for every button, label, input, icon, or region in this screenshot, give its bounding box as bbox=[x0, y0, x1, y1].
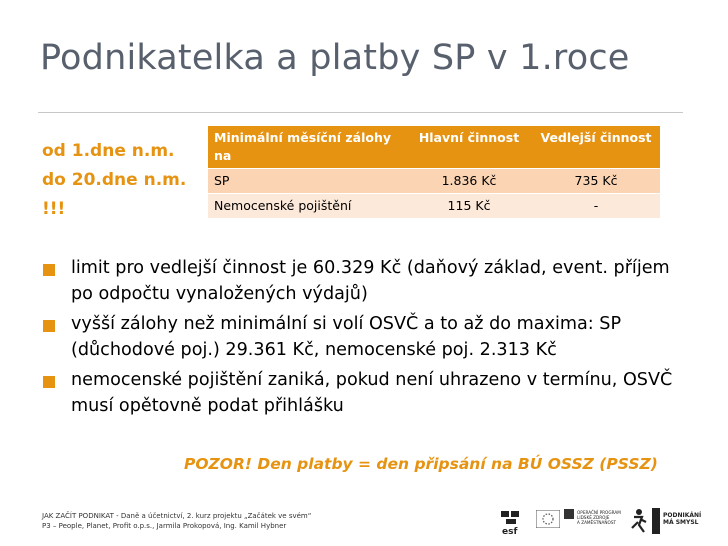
svg-text:LIDSKÉ ZDROJE: LIDSKÉ ZDROJE bbox=[577, 515, 610, 520]
note-line: do 20.dne n.m. bbox=[42, 170, 187, 190]
minimum-advances-table bbox=[208, 126, 660, 218]
table-row bbox=[208, 194, 660, 219]
bullet-text: limit pro vedlejší činnost je 60.329 Kč (daňový základ, event. příjem po odpočtu vynaložených výdajů) bbox=[71, 258, 670, 304]
table-header-row bbox=[208, 126, 660, 169]
svg-text:OPERAČNÍ PROGRAM: OPERAČNÍ PROGRAM bbox=[577, 510, 621, 515]
svg-text:PODNIKÁNÍ: PODNIKÁNÍ bbox=[663, 512, 702, 519]
list-item bbox=[42, 255, 682, 307]
note-line: od 1.dne n.m. bbox=[42, 141, 175, 161]
footer-credits bbox=[42, 511, 311, 531]
column-header: Hlavní činnost bbox=[406, 126, 532, 169]
esf-logo-text: esf bbox=[502, 527, 518, 536]
table-cell: - bbox=[532, 194, 660, 219]
square-bullet-icon bbox=[43, 376, 55, 388]
square-bullet-icon bbox=[43, 320, 55, 332]
note-line: !!! bbox=[42, 199, 66, 219]
bullet-list bbox=[42, 255, 682, 423]
square-bullet-icon bbox=[43, 264, 55, 276]
bullet-text: vyšší zálohy než minimální si volí OSVČ a to až do maxima: SP (důchodové poj.) 29.361 Kč, nemocenské poj. 2.313 Kč bbox=[71, 314, 622, 360]
svg-text:MÁ SMYSL: MÁ SMYSL bbox=[663, 519, 699, 526]
column-header: Vedlejší činnost bbox=[532, 126, 660, 169]
podnikani-logo-icon bbox=[652, 508, 714, 536]
op-lzz-logo-icon bbox=[564, 508, 624, 538]
table-cell: SP bbox=[208, 169, 406, 194]
table-cell: 115 Kč bbox=[406, 194, 532, 219]
footer-line: P3 – People, Planet, Profit o.p.s., Jarmila Prokopová, Ing. Kamil Hybner bbox=[42, 522, 287, 530]
column-header: Minimální měsíční zálohy na bbox=[208, 126, 406, 169]
table-cell: Nemocenské pojištění bbox=[208, 194, 406, 219]
bullet-text: nemocenské pojištění zaniká, pokud není uhrazeno v termínu, OSVČ musí opětovně podat přihlášku bbox=[71, 370, 673, 416]
list-item bbox=[42, 311, 682, 363]
table-cell: 1.836 Kč bbox=[406, 169, 532, 194]
table-row bbox=[208, 169, 660, 194]
payment-deadline-note bbox=[42, 137, 186, 224]
warning-note: POZOR! Den platby = den připsání na BÚ OSSZ (PSSZ) bbox=[184, 455, 658, 473]
footer-line: JAK ZAČÍT PODNIKAT - Daně a účetnictví, 2. kurz projektu „Začátek ve svém“ bbox=[42, 512, 312, 520]
esf-logo-icon bbox=[500, 508, 530, 536]
running-figure-icon bbox=[626, 508, 650, 536]
svg-text:A ZAMĚSTNANOST: A ZAMĚSTNANOST bbox=[577, 520, 617, 525]
table-cell: 735 Kč bbox=[532, 169, 660, 194]
page-title: Podnikatelka a platby SP v 1.roce bbox=[40, 38, 630, 78]
eu-flag-icon bbox=[536, 510, 560, 528]
title-divider bbox=[38, 112, 683, 113]
list-item bbox=[42, 367, 682, 419]
